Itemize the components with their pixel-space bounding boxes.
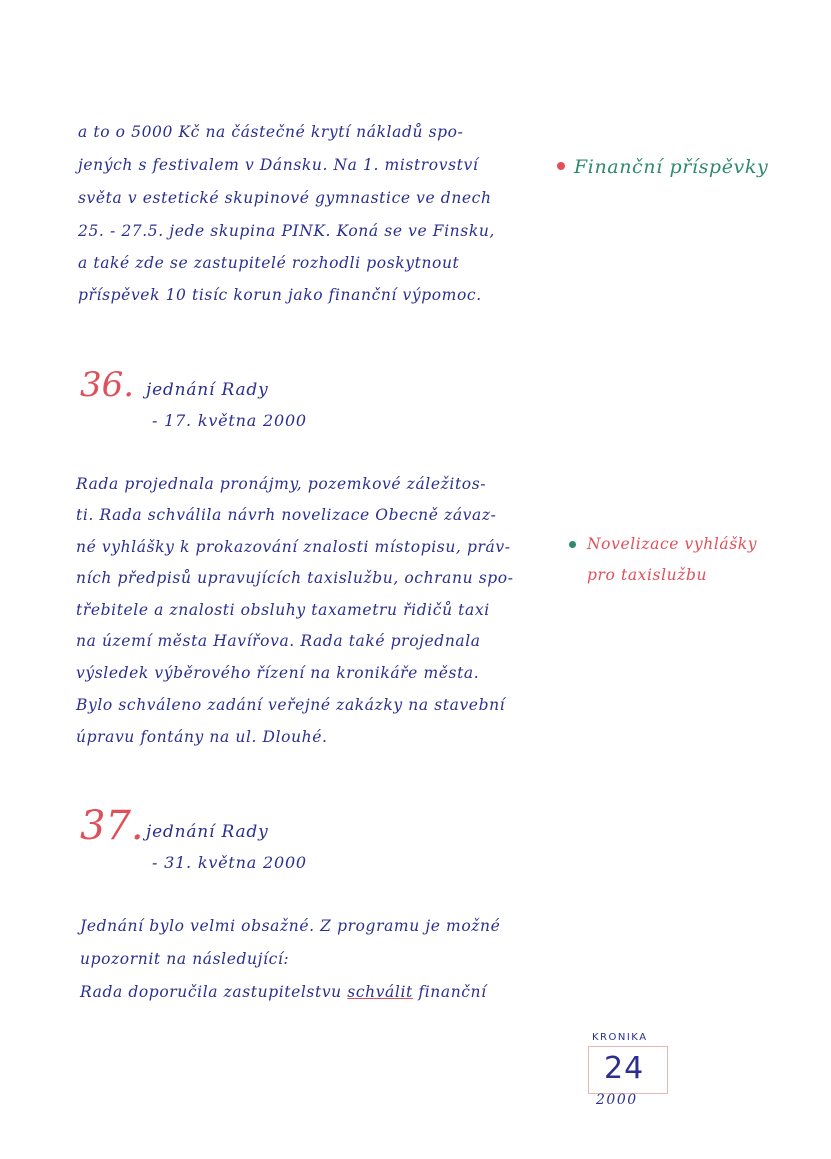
page-number: 24 xyxy=(604,1051,645,1086)
text-line: 25. - 27.5. jede skupina PINK. Koná se ve Finsku, xyxy=(78,222,495,240)
underlined-word: schválit xyxy=(347,983,413,1001)
text-line: Jednání bylo velmi obsažné. Z programu je možné xyxy=(80,917,501,935)
text-line: výsledek výběrového řízení na kronikáře města. xyxy=(76,664,480,682)
margin-note-taxi: pro taxislužbu xyxy=(587,566,708,584)
text-line: na území města Havířova. Rada také projednala xyxy=(76,632,481,650)
stamp-year: 2000 xyxy=(596,1092,638,1108)
text-line: třebitele a znalosti obsluhy taxametru řidičů taxi xyxy=(76,601,490,619)
section-title: jednání Rady xyxy=(146,822,269,842)
section-number: 37. xyxy=(80,803,144,849)
text-line: ti. Rada schválila návrh novelizace Obecně závaz- xyxy=(76,506,497,524)
text-fragment: Rada doporučila zastupitelstvu xyxy=(80,983,348,1001)
bullet-icon xyxy=(557,162,565,170)
text-line: a také zde se zastupitelé rozhodli poskytnout xyxy=(78,254,460,272)
bullet-icon xyxy=(569,541,576,548)
text-line: příspěvek 10 tisíc korun jako finanční výpomoc. xyxy=(78,286,482,304)
stamp-label: KRONIKA xyxy=(592,1032,648,1043)
text-line: světa v estetické skupinové gymnastice ve dnech xyxy=(78,189,492,207)
margin-note-financial: Finanční příspěvky xyxy=(574,156,769,178)
text-line: jených s festivalem v Dánsku. Na 1. mistrovství xyxy=(78,156,479,174)
section-date: - 17. května 2000 xyxy=(152,411,307,430)
text-line: Rada projednala pronájmy, pozemkové záležitos- xyxy=(76,475,487,493)
text-line: ních předpisů upravujících taxislužbu, ochranu spo- xyxy=(76,569,514,587)
text-line: Bylo schváleno zadání veřejné zakázky na stavební xyxy=(76,696,506,714)
margin-note-novelization: Novelizace vyhlášky xyxy=(587,535,758,553)
text-line: upozornit na následující: xyxy=(80,950,290,968)
section-date: - 31. května 2000 xyxy=(152,853,307,872)
text-line xyxy=(80,983,487,1001)
text-fragment: finanční xyxy=(412,983,487,1001)
text-line: né vyhlášky k prokazování znalosti místopisu, práv- xyxy=(76,538,511,556)
text-line: a to o 5000 Kč na částečné krytí nákladů spo- xyxy=(78,123,464,141)
text-line: úpravu fontány na ul. Dlouhé. xyxy=(76,728,328,746)
section-title: jednání Rady xyxy=(146,380,269,400)
section-number: 36. xyxy=(80,365,135,405)
